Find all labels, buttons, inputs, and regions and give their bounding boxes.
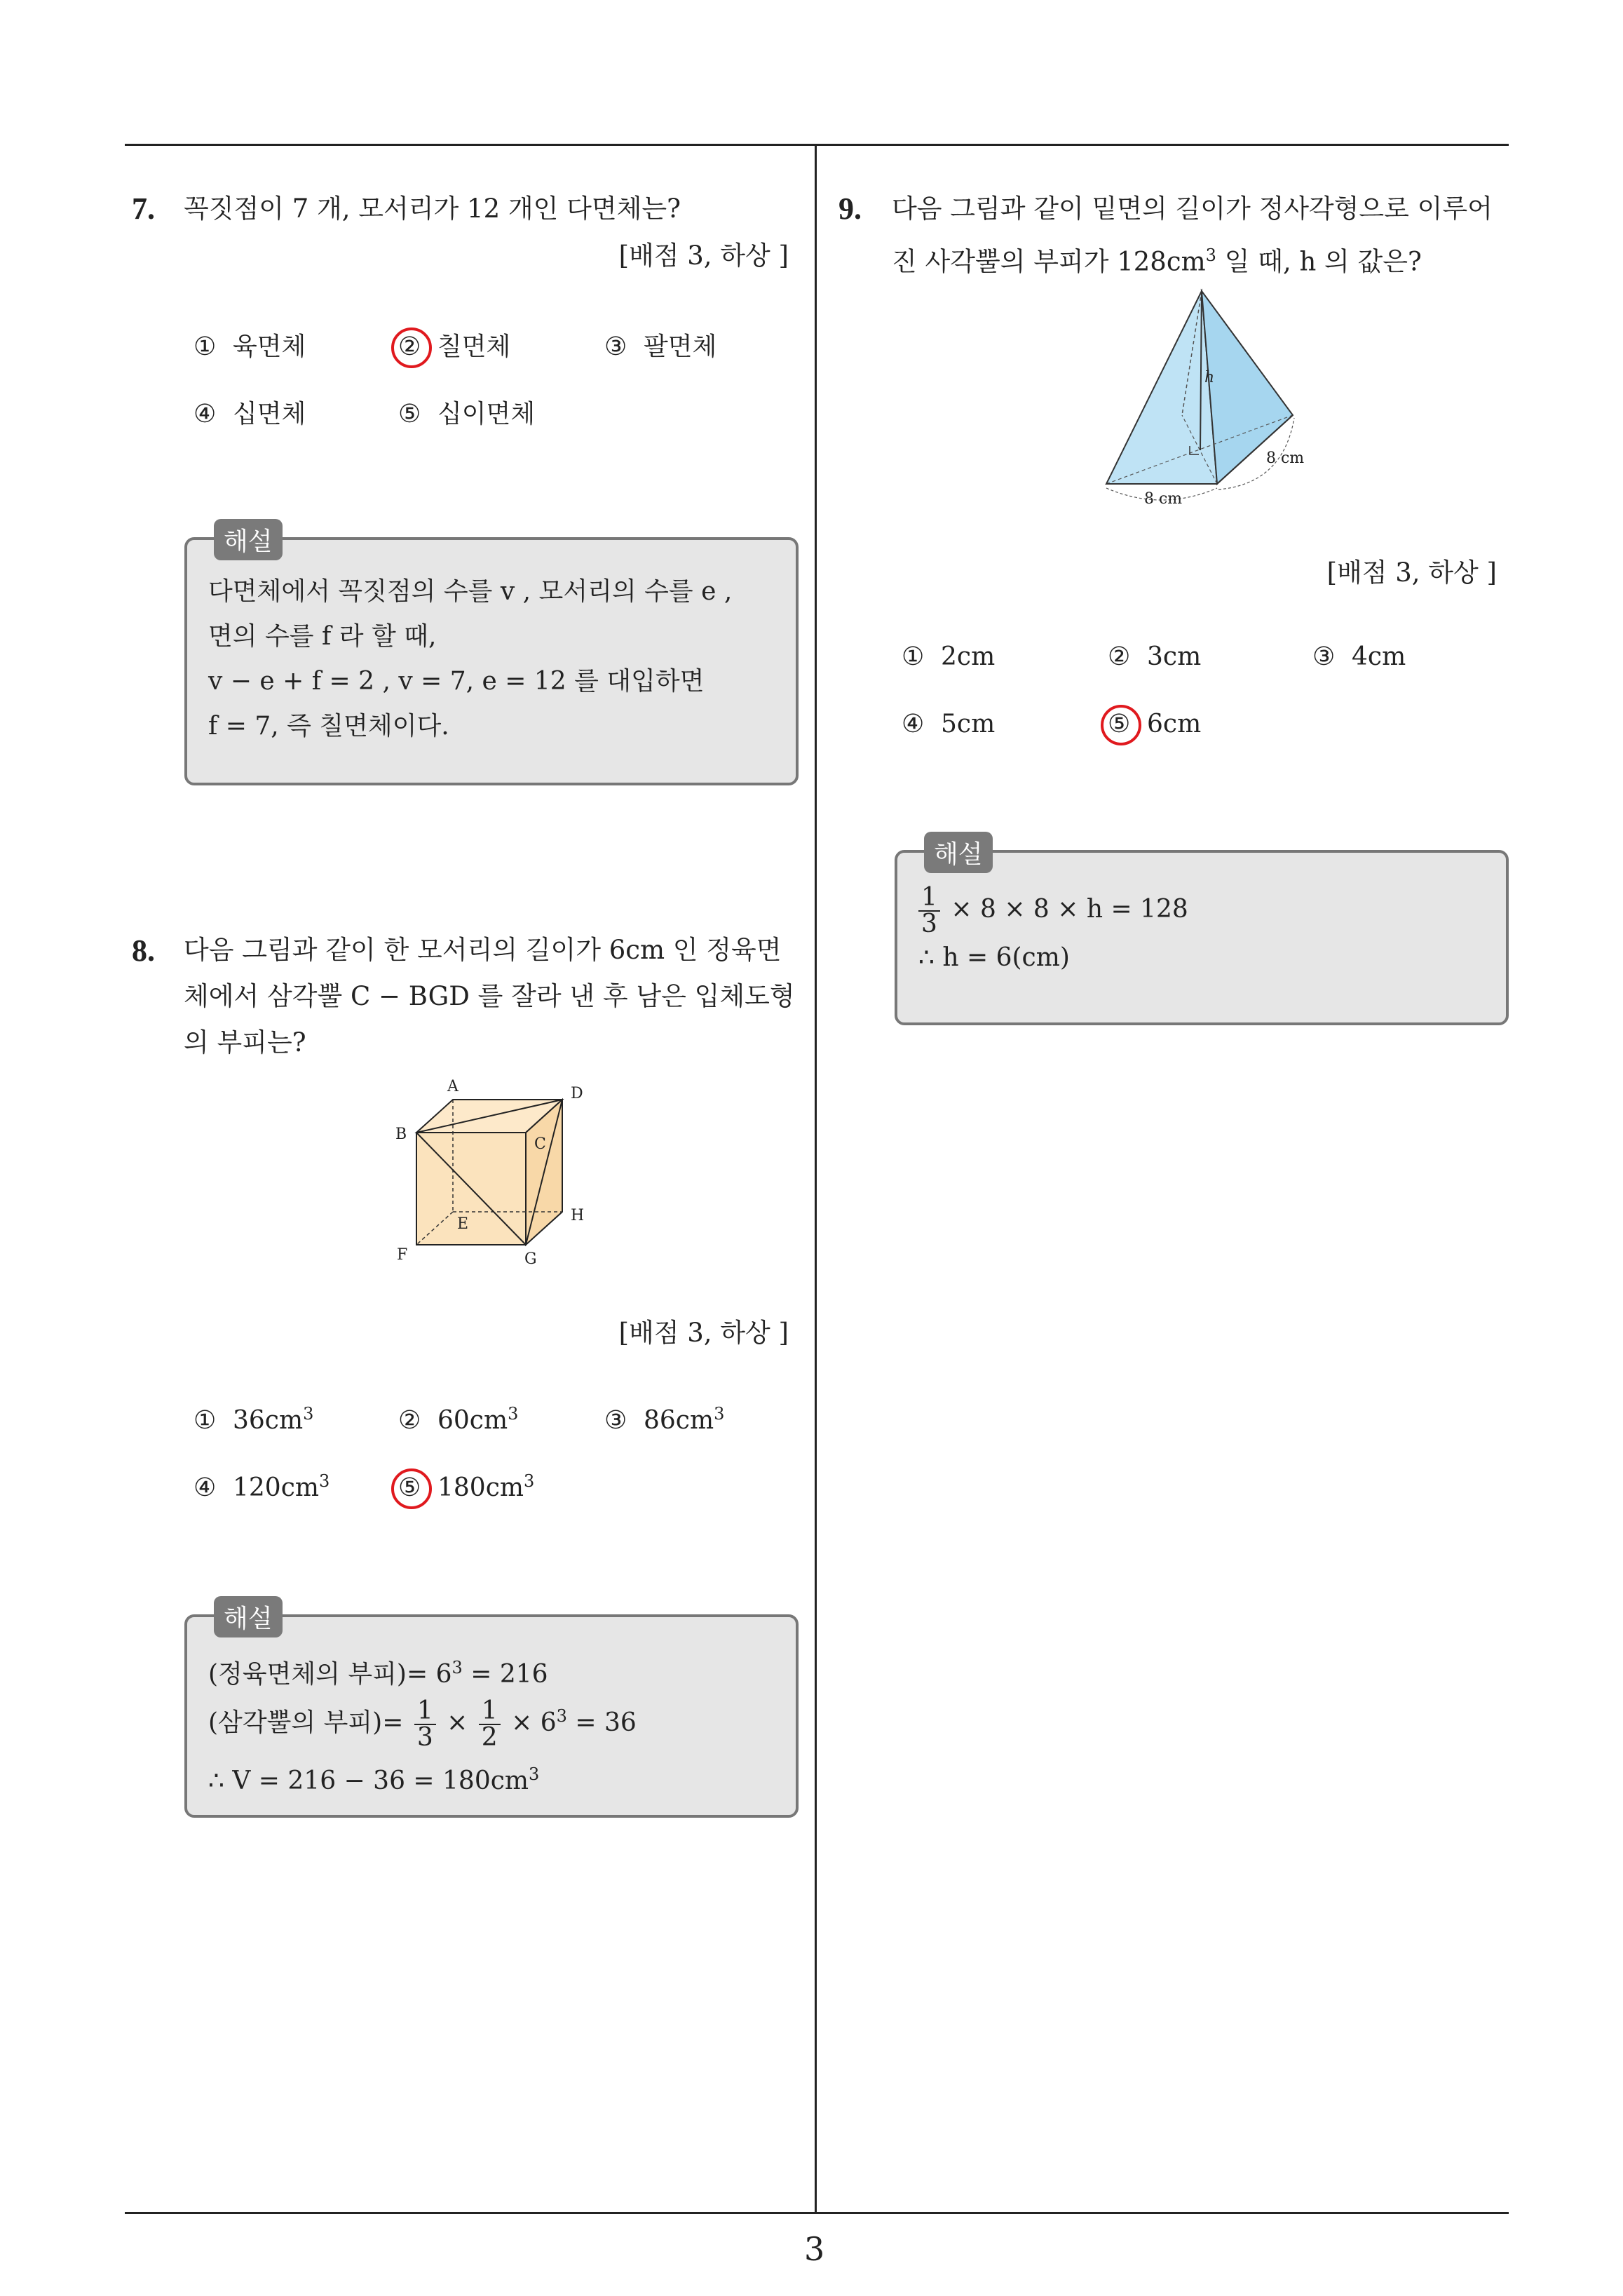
- q9-points: [배점 3, 하상 ]: [1326, 558, 1497, 588]
- bottom-rule: [125, 2212, 1509, 2214]
- label-side-right: 8 cm: [1266, 450, 1305, 467]
- fraction: $\frac{1}{3}$: [414, 1699, 436, 1750]
- q7-text: 꼭짓점이 7 개, 모서리가 12 개인 다면체는?: [184, 194, 681, 224]
- q8-choice-2[interactable]: ② $60cm^3$: [398, 1404, 519, 1435]
- q9-number: 9.: [838, 191, 862, 226]
- q8-solution-text: (정육면체의 부피)= $6^3 = 216$ (삼각뿔의 부피)= $\frac{1}{3}$ × $\frac{1}{2}$ × $6^3 = 36$ ∴ $V = 216 - 36 = 180cm^3$: [208, 1658, 637, 1795]
- q8-text: 다음 그림과 같이 한 모서리의 길이가 6cm 인 정육면 체에서 삼각뿔 C − BGD 를 잘라 낸 후 남은 입체도형 의 부피는?: [184, 935, 795, 1058]
- label-F: F: [397, 1246, 408, 1264]
- label-A: A: [447, 1078, 459, 1095]
- q8-choice-5[interactable]: ⑤ $180cm^3$: [398, 1471, 534, 1502]
- q9-solution-tag: 해설: [924, 832, 993, 873]
- page-number: 3: [804, 2230, 825, 2268]
- q8-points: [배점 3, 하상 ]: [618, 1318, 789, 1348]
- label-C: C: [534, 1135, 546, 1153]
- label-H: H: [571, 1207, 585, 1224]
- q7-solution-tag: 해설: [214, 519, 283, 560]
- q7-choice-1[interactable]: ① 육면체: [193, 332, 306, 361]
- cube-figure: [386, 1073, 603, 1276]
- label-side-front: 8 cm: [1144, 490, 1183, 508]
- q9-choice-4[interactable]: ④ 5cm: [902, 710, 996, 738]
- q7-choice-3[interactable]: ③ 팔면체: [604, 332, 717, 361]
- q7-points: [배점 3, 하상 ]: [618, 241, 789, 271]
- q7-number: 7.: [132, 191, 155, 226]
- pyramid-figure: [1094, 281, 1325, 512]
- top-rule: [125, 144, 1509, 146]
- label-h: h: [1204, 369, 1215, 386]
- q9-text: 다음 그림과 같이 밑면의 길이가 정사각형으로 이루어 진 사각뿔의 부피가 $128cm^3$ 일 때, h 의 값은?: [892, 194, 1493, 277]
- q7-choice-4[interactable]: ④ 십면체: [193, 400, 306, 428]
- q8-choice-1[interactable]: ① $36cm^3$: [193, 1404, 314, 1435]
- column-divider: [815, 144, 817, 2213]
- q9-solution-text: $\frac{1}{3}$ × 8 × 8 × h = 128 ∴ h = 6(cm): [918, 883, 1188, 972]
- answer-circle: [1101, 705, 1141, 745]
- label-G: G: [524, 1250, 537, 1268]
- answer-circle: [391, 327, 432, 368]
- q9-choice-2[interactable]: ② 3cm: [1108, 642, 1202, 671]
- q9-choice-5[interactable]: ⑤ 6cm: [1108, 710, 1201, 738]
- q7-solution-text: 다면체에서 꼭짓점의 수를 v , 모서리의 수를 e , 면의 수를 f 라 할 때, v − e + f = 2 , v = 7, e = 12 를 대입하면 f = 7, 즉 칠면체이다.: [208, 577, 733, 741]
- q8-choice-3[interactable]: ③ $86cm^3$: [604, 1404, 725, 1435]
- fraction: $\frac{1}{3}$: [918, 885, 940, 937]
- label-D: D: [571, 1085, 583, 1102]
- q9-choice-3[interactable]: ③ 4cm: [1312, 642, 1406, 671]
- q9-choice-1[interactable]: ① 2cm: [902, 642, 996, 671]
- label-E: E: [457, 1215, 469, 1233]
- q7-choice-2[interactable]: ② 칠면체: [398, 327, 510, 363]
- q8-number: 8.: [132, 933, 155, 968]
- label-B: B: [395, 1126, 407, 1143]
- fraction: $\frac{1}{2}$: [479, 1699, 501, 1750]
- q7-choice-5[interactable]: ⑤ 십이면체: [398, 400, 536, 428]
- q8-solution-tag: 해설: [214, 1596, 283, 1637]
- answer-circle: [391, 1468, 432, 1509]
- q8-choice-4[interactable]: ④ $120cm^3$: [193, 1471, 330, 1502]
